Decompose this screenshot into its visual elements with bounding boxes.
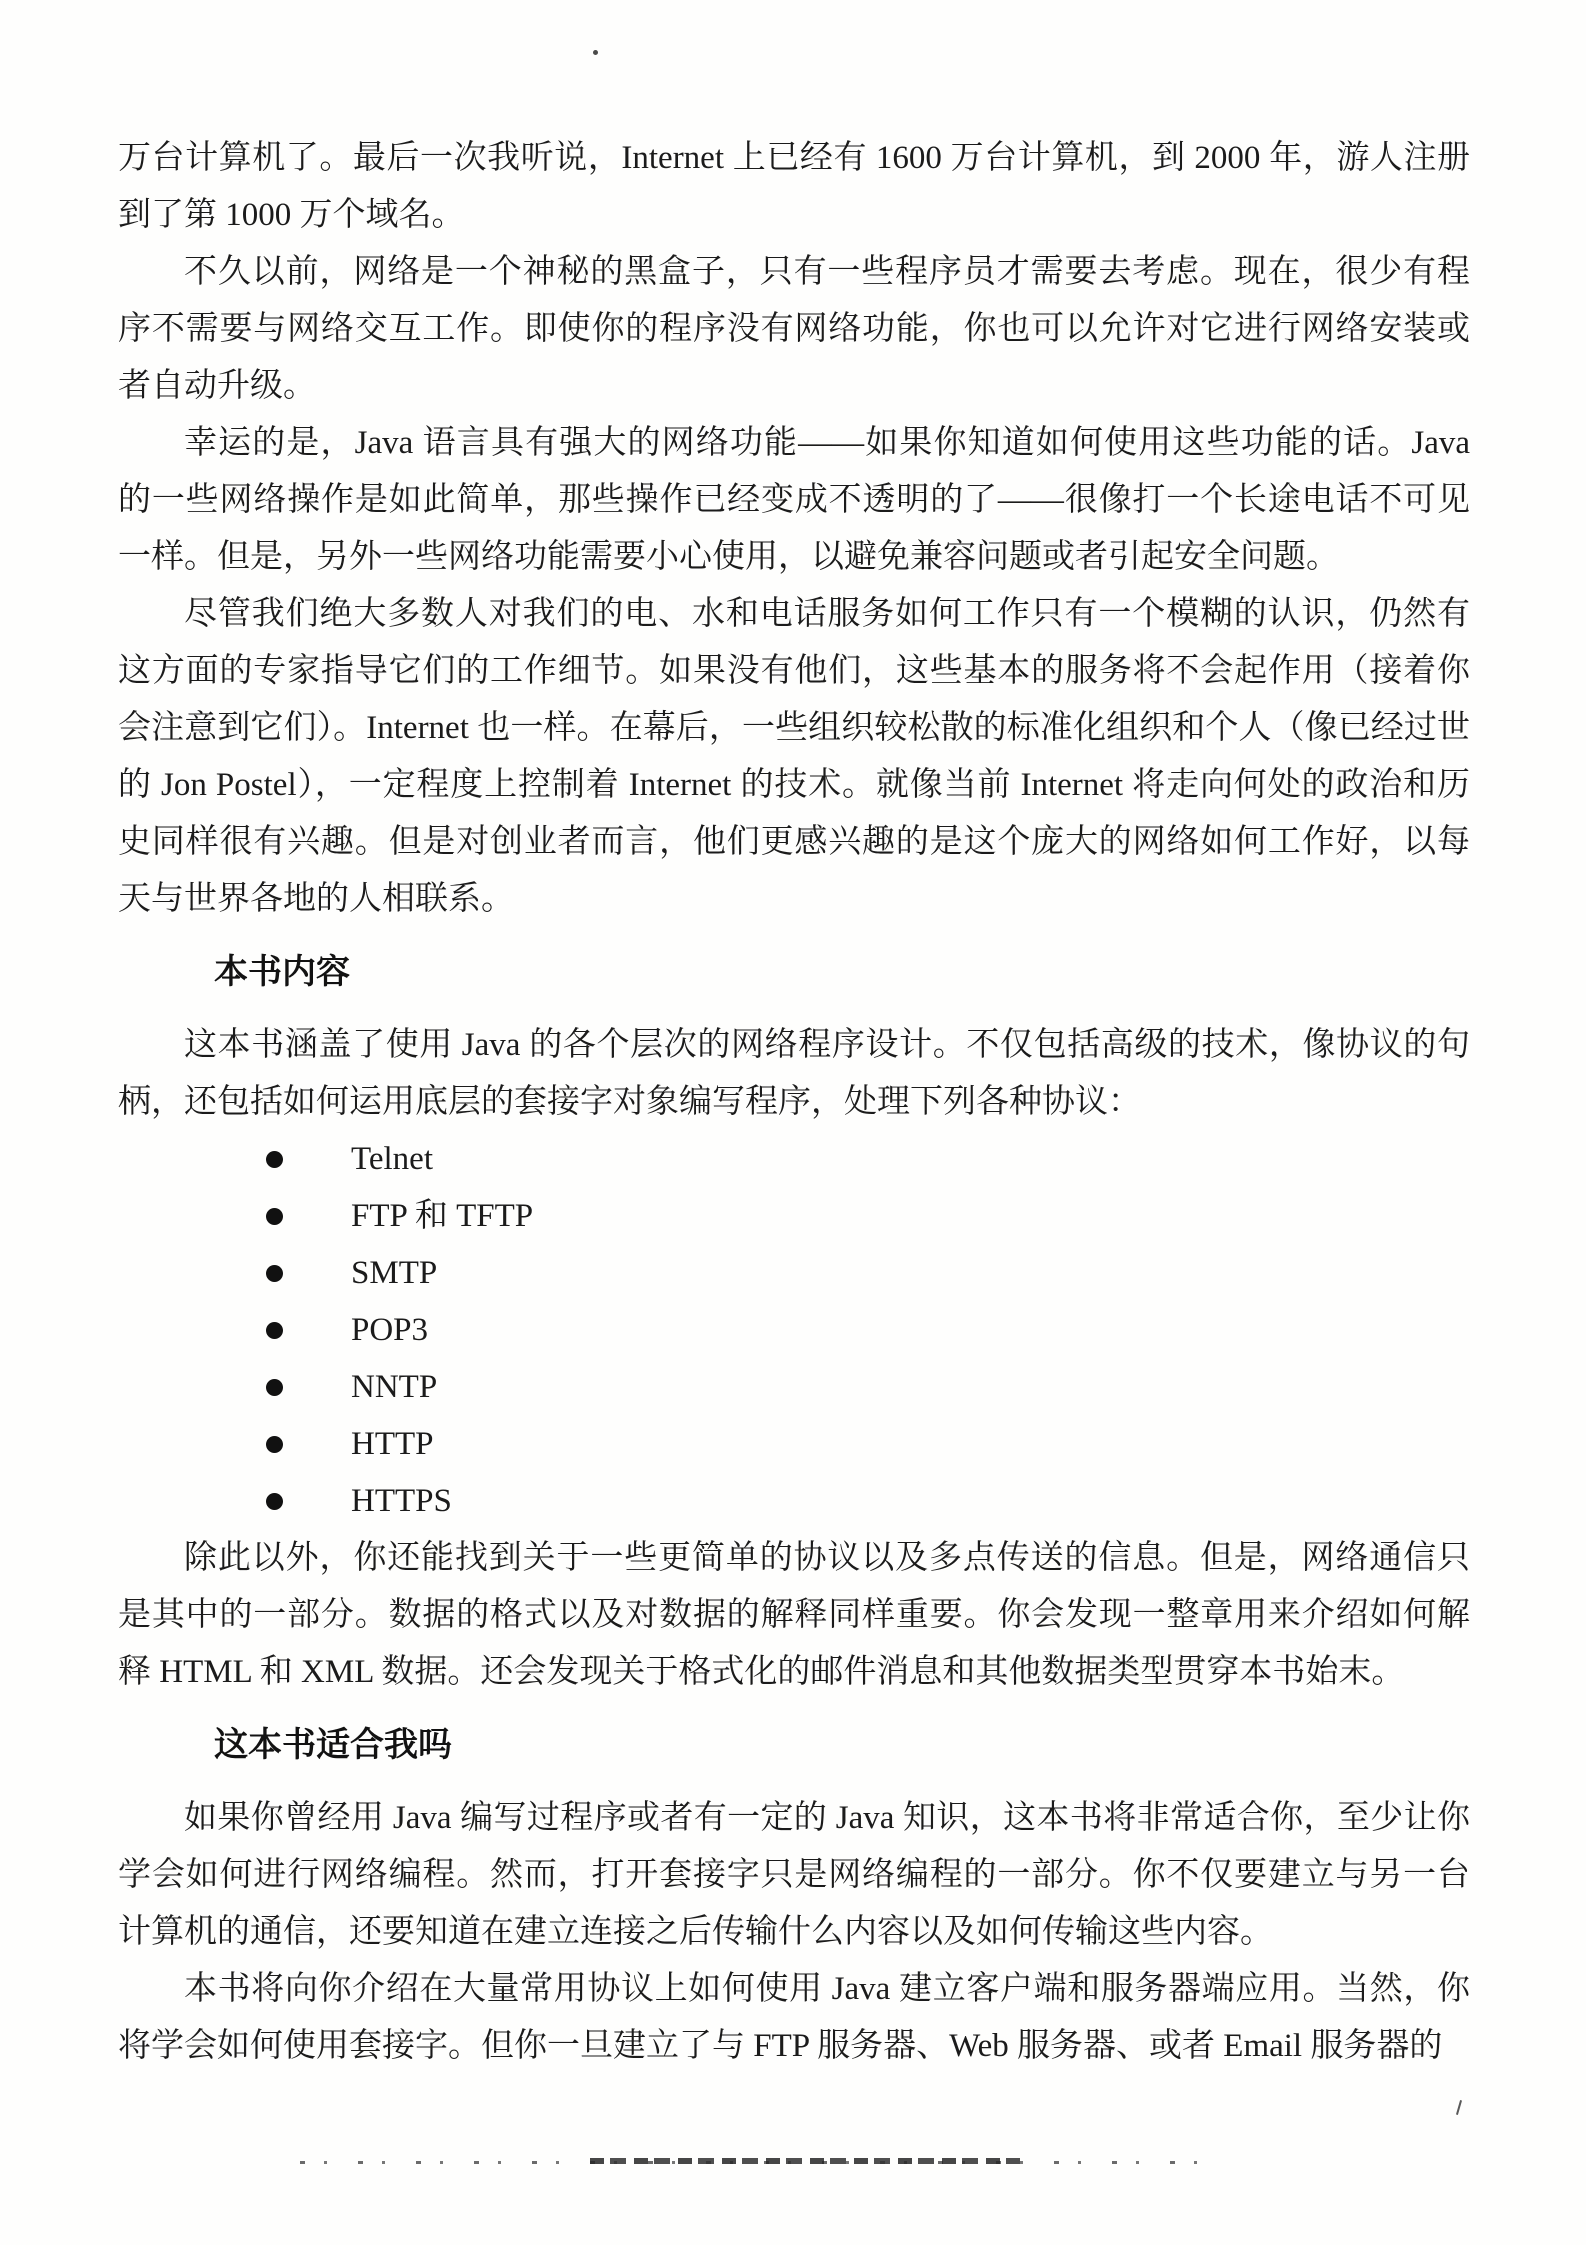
protocol-label: NNTP bbox=[351, 1369, 438, 1405]
bullet-icon bbox=[266, 1265, 283, 1282]
list-item bbox=[118, 1302, 1470, 1359]
paragraph: 如果你曾经用 Java 编写过程序或者有一定的 Java 知识，这本书将非常适合你，至少让你学会如何进行网络编程。然而，打开套接字只是网络编程的一部分。你不仅要建立与另一台计算机的通信，还要知道在建立连接之后传输什么内容以及如何传输这些内容。 bbox=[118, 1800, 1470, 1950]
paragraph: 不久以前，网络是一个神秘的黑盒子，只有一些程序员才需要去考虑。现在，很少有程序不需要与网络交互工作。即使你的程序没有网络功能，你也可以允许对它进行网络安装或者自动升级。 bbox=[118, 254, 1470, 404]
section-heading-is-this-book-for-me: 这本书适合我吗 bbox=[214, 1726, 452, 1764]
protocol-bullet-list bbox=[118, 1131, 1470, 1530]
bullet-icon bbox=[266, 1208, 283, 1225]
bullet-icon bbox=[266, 1322, 283, 1339]
paragraph: 尽管我们绝大多数人对我们的电、水和电话服务如何工作只有一个模糊的认识，仍然有这方面的专家指导它们的工作细节。如果没有他们，这些基本的服务将不会起作用（接着你会注意到它们）。Internet 也一样。在幕后，一些组织较松散的标准化组织和个人（像已经过世的 Jon Postel），一定程度上控制着 Internet 的技术。就像当前 Internet 将走向何处的政治和历史同样很有兴趣。但是对创业者而言，他们更感兴趣的是这个庞大的网络如何工作好，以每天与世界各地的人相联系。 bbox=[118, 596, 1470, 917]
bullet-icon bbox=[266, 1493, 283, 1510]
list-item bbox=[118, 1473, 1470, 1530]
scan-mark-icon bbox=[1456, 2100, 1462, 2115]
paragraph: 这本书涵盖了使用 Java 的各个层次的网络程序设计。不仅包括高级的技术，像协议的句柄，还包括如何运用底层的套接字对象编写程序，处理下列各种协议： bbox=[118, 1027, 1470, 1120]
page-body-text bbox=[118, 130, 1470, 2075]
section-heading-book-contents: 本书内容 bbox=[214, 953, 350, 991]
list-item bbox=[118, 1245, 1470, 1302]
protocol-label: HTTPS bbox=[351, 1483, 452, 1519]
protocol-label: SMTP bbox=[351, 1255, 438, 1291]
paragraph-cutoff: 本书将向你介绍在大量常用协议上如何使用 Java 建立客户端和服务器端应用。当然，你将学会如何使用套接字。但你一旦建立了与 FTP 服务器、Web 服务器、或者 Email 服务器的 bbox=[118, 1971, 1470, 2064]
paragraph: 幸运的是，Java 语言具有强大的网络功能——如果你知道如何使用这些功能的话。Java 的一些网络操作是如此简单，那些操作已经变成不透明的了——很像打一个长途电话不可见一样。但是，另外一些网络功能需要小心使用，以避免兼容问题或者引起安全问题。 bbox=[118, 425, 1470, 575]
bullet-icon bbox=[266, 1379, 283, 1396]
paragraph: 除此以外，你还能找到关于一些更简单的协议以及多点传送的信息。但是，网络通信只是其中的一部分。数据的格式以及对数据的解释同样重要。你会发现一整章用来介绍如何解释 HTML 和 XML 数据。还会发现关于格式化的邮件消息和其他数据类型贯穿本书始末。 bbox=[118, 1540, 1470, 1690]
bullet-icon bbox=[266, 1151, 283, 1168]
protocol-label: FTP 和 TFTP bbox=[351, 1198, 534, 1234]
bullet-icon bbox=[266, 1436, 283, 1453]
list-item bbox=[118, 1188, 1470, 1245]
protocol-label: Telnet bbox=[351, 1141, 433, 1177]
list-item bbox=[118, 1359, 1470, 1416]
protocol-label: POP3 bbox=[351, 1312, 429, 1348]
paragraph-continuation: 万台计算机了。最后一次我听说，Internet 上已经有 1600 万台计算机，到 2000 年，游人注册到了第 1000 万个域名。 bbox=[118, 140, 1470, 233]
list-item bbox=[118, 1131, 1470, 1188]
list-item bbox=[118, 1416, 1470, 1473]
protocol-label: HTTP bbox=[351, 1426, 434, 1462]
scan-speck-icon bbox=[593, 50, 598, 55]
scan-artifact-dark-segment bbox=[590, 2158, 1020, 2164]
